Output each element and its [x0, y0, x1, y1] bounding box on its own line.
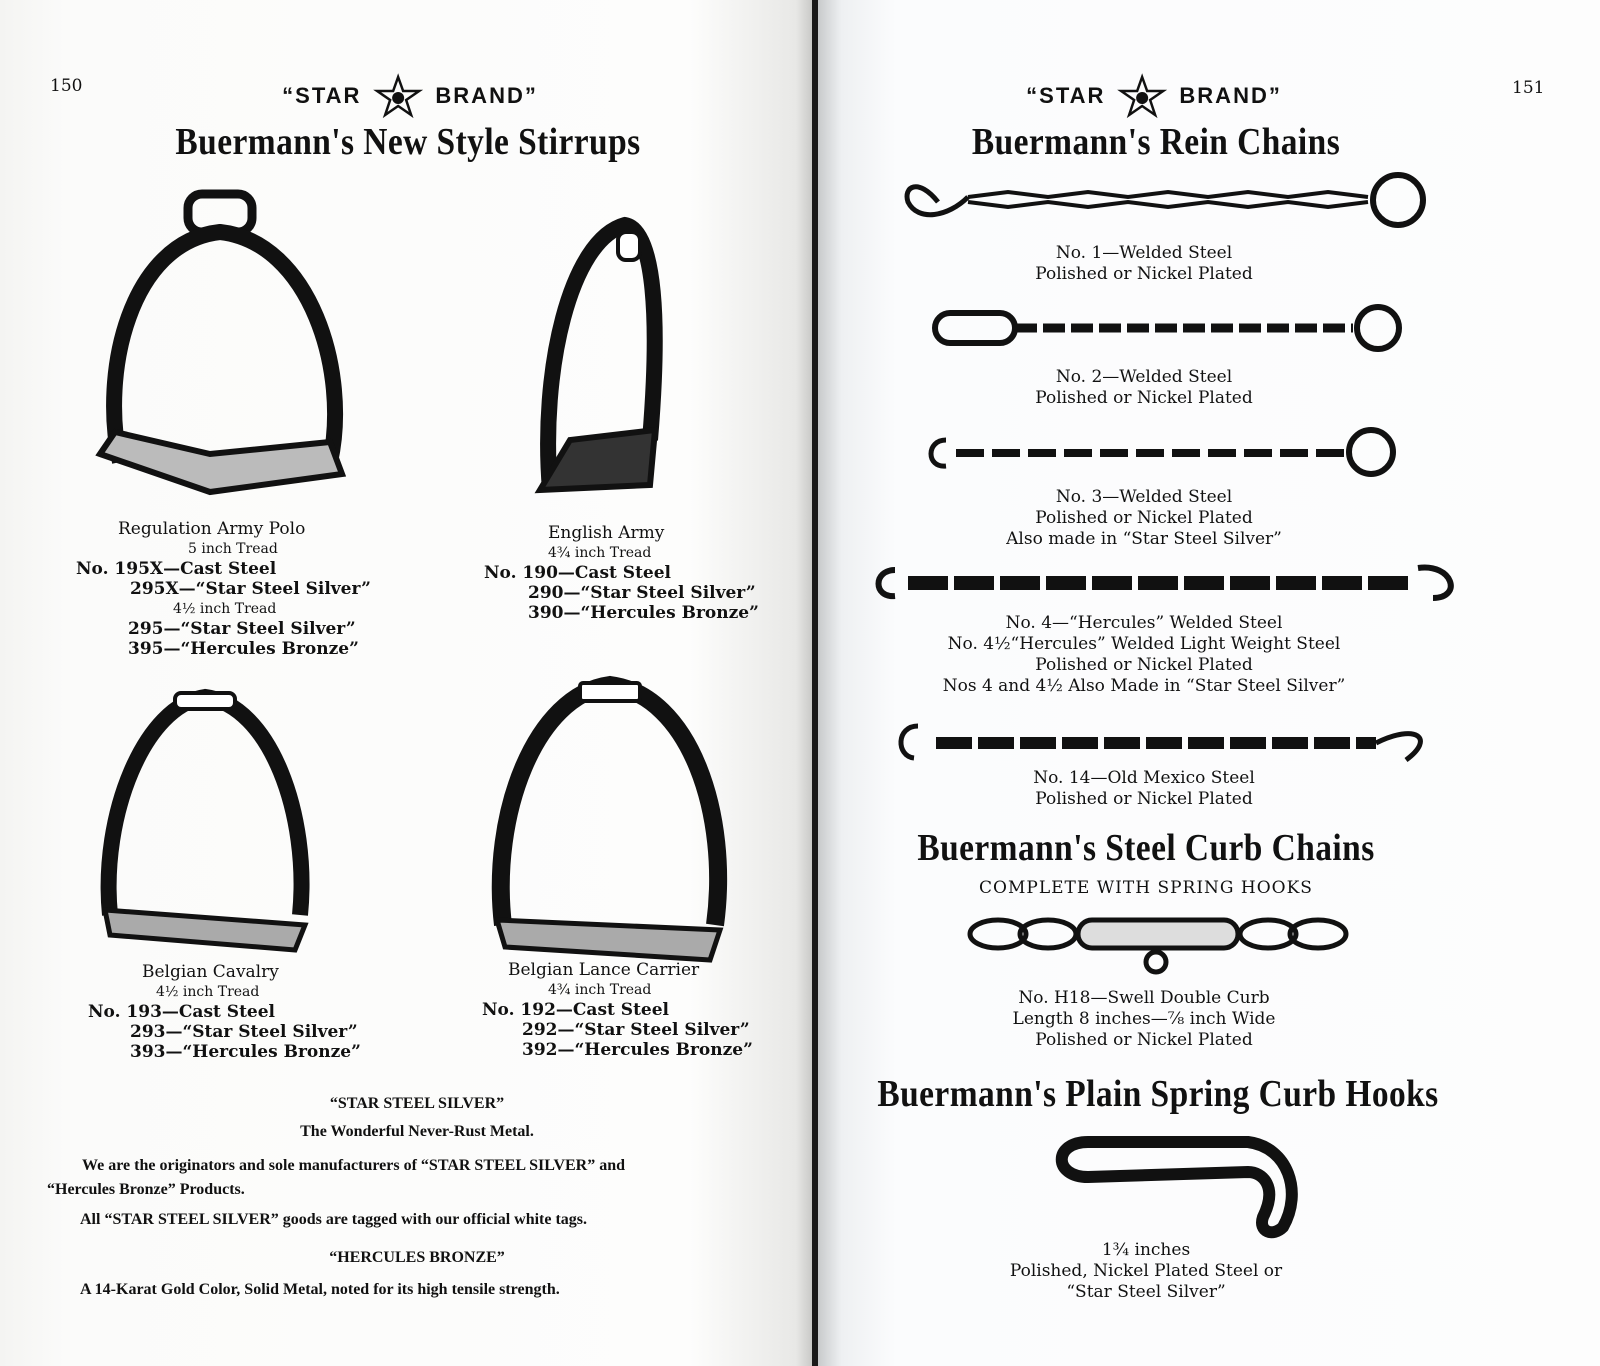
model-line: No. 190—Cast Steel	[484, 563, 672, 583]
rein-chain-14-caption	[1033, 768, 1255, 810]
curb-chain-image	[968, 912, 1368, 982]
right-page	[818, 0, 1600, 1366]
brand-header-left: “STAR	[1026, 83, 1106, 108]
rein-chain-3-caption	[1006, 487, 1282, 550]
rein-chain-4-image	[873, 558, 1473, 608]
tread-size: 4¾ inch Tread	[548, 982, 652, 998]
rein-chain-1-image	[898, 172, 1438, 232]
model-line: 290—“Star Steel Silver”	[528, 583, 756, 603]
star-logo-icon	[1119, 76, 1165, 116]
caption-line: Polished or Nickel Plated	[1035, 508, 1253, 528]
note-paragraph: “Hercules Bronze” Products.	[47, 1181, 245, 1198]
curb-hook-image	[1048, 1132, 1328, 1242]
stirrup-name: Belgian Cavalry	[142, 962, 279, 982]
star-logo-icon	[375, 76, 421, 116]
caption-line: No. 3—Welded Steel	[1055, 487, 1233, 507]
curb-chain-caption	[1013, 988, 1276, 1051]
tread-size: 5 inch Tread	[188, 541, 278, 557]
curb-chains-subtitle: COMPLETE WITH SPRING HOOKS	[979, 878, 1313, 898]
rein-chain-4-caption	[943, 613, 1346, 697]
rein-chain-14-image	[896, 718, 1456, 768]
stirrup-caption-belgian-lance-carrier	[482, 960, 753, 1060]
regulation-army-polo-stirrup-image	[80, 192, 360, 502]
rein-chain-3-image	[926, 428, 1416, 478]
caption-line: Polished or Nickel Plated	[1035, 388, 1253, 408]
stirrup-name: Belgian Lance Carrier	[508, 960, 700, 980]
note-heading-star-steel-silver: “STAR STEEL SILVER”	[329, 1095, 505, 1112]
model-line: No. 192—Cast Steel	[482, 1000, 670, 1020]
brand-header-left: “STAR	[282, 83, 362, 108]
tread-size: 4½ inch Tread	[173, 601, 277, 617]
note-paragraph: We are the originators and sole manufacturers of “STAR STEEL SILVER” and	[82, 1157, 626, 1174]
model-line: 292—“Star Steel Silver”	[522, 1020, 750, 1040]
note-paragraph: All “STAR STEEL SILVER” goods are tagged with our official white tags.	[80, 1211, 588, 1228]
rein-chain-2-caption	[1035, 367, 1252, 409]
model-line: 393—“Hercules Bronze”	[130, 1042, 361, 1062]
page-number: 151	[1512, 78, 1545, 98]
brand-header-right: BRAND”	[1179, 83, 1282, 108]
stirrup-name: Regulation Army Polo	[118, 519, 306, 539]
curb-hooks-title: Buermann's Plain Spring Curb Hooks	[877, 1073, 1439, 1115]
rein-chain-2-image	[933, 305, 1413, 355]
model-line: 395—“Hercules Bronze”	[128, 639, 359, 659]
stirrup-caption-belgian-cavalry	[88, 962, 361, 1062]
stirrup-caption-regulation-army-polo	[76, 519, 371, 659]
caption-line: Polished, Nickel Plated Steel or	[1009, 1261, 1283, 1281]
caption-line: Polished or Nickel Plated	[1035, 789, 1253, 809]
caption-line: Polished or Nickel Plated	[1035, 1030, 1253, 1050]
model-line: 295X—“Star Steel Silver”	[130, 579, 371, 599]
model-line: 295—“Star Steel Silver”	[128, 619, 356, 639]
rein-chain-1-caption	[1035, 243, 1252, 285]
rein-chains-title: Buermann's Rein Chains	[971, 121, 1341, 163]
caption-line: Also made in “Star Steel Silver”	[1006, 529, 1282, 549]
caption-line: No. 1—Welded Steel	[1055, 243, 1233, 263]
belgian-cavalry-stirrup-image	[95, 685, 315, 955]
caption-line: No. 14—Old Mexico Steel	[1033, 768, 1255, 788]
brand-header	[1026, 76, 1282, 116]
stirrup-name: English Army	[548, 523, 665, 543]
note-heading-hercules-bronze: “HERCULES BRONZE”	[329, 1249, 505, 1266]
model-line: No. 195X—Cast Steel	[76, 559, 277, 579]
tread-size: 4¾ inch Tread	[548, 545, 652, 561]
curb-chains-title: Buermann's Steel Curb Chains	[917, 827, 1375, 869]
caption-line: No. 4—“Hercules” Welded Steel	[1005, 613, 1283, 633]
belgian-lance-carrier-stirrup-image	[485, 675, 735, 965]
stirrup-caption-english-army	[484, 523, 759, 623]
caption-line: No. 2—Welded Steel	[1055, 367, 1233, 387]
note-subheading: The Wonderful Never-Rust Metal.	[300, 1123, 534, 1140]
model-line: 390—“Hercules Bronze”	[528, 603, 759, 623]
curb-hook-caption	[1010, 1240, 1282, 1303]
brand-header-right: BRAND”	[435, 83, 538, 108]
caption-line: Nos 4 and 4½ Also Made in “Star Steel Silver”	[942, 676, 1346, 696]
caption-line: Polished or Nickel Plated	[1035, 264, 1253, 284]
note-paragraph: A 14-Karat Gold Color, Solid Metal, noted for its high tensile strength.	[80, 1281, 560, 1298]
caption-line: No. H18—Swell Double Curb	[1018, 988, 1270, 1008]
english-army-stirrup-image	[530, 220, 680, 510]
caption-line: Length 8 inches—⅞ inch Wide	[1012, 1009, 1276, 1029]
brand-header	[282, 76, 538, 116]
caption-line: “Star Steel Silver”	[1066, 1282, 1226, 1302]
tread-size: 4½ inch Tread	[156, 984, 260, 1000]
model-line: 392—“Hercules Bronze”	[522, 1040, 753, 1060]
caption-line: No. 4½“Hercules” Welded Light Weight Steel	[947, 634, 1341, 654]
model-line: No. 193—Cast Steel	[88, 1002, 276, 1022]
caption-line: Polished or Nickel Plated	[1035, 655, 1253, 675]
page-number: 150	[50, 76, 83, 96]
page-title: Buermann's New Style Stirrups	[175, 121, 641, 163]
caption-line: 1¾ inches	[1101, 1240, 1191, 1260]
model-line: 293—“Star Steel Silver”	[130, 1022, 358, 1042]
